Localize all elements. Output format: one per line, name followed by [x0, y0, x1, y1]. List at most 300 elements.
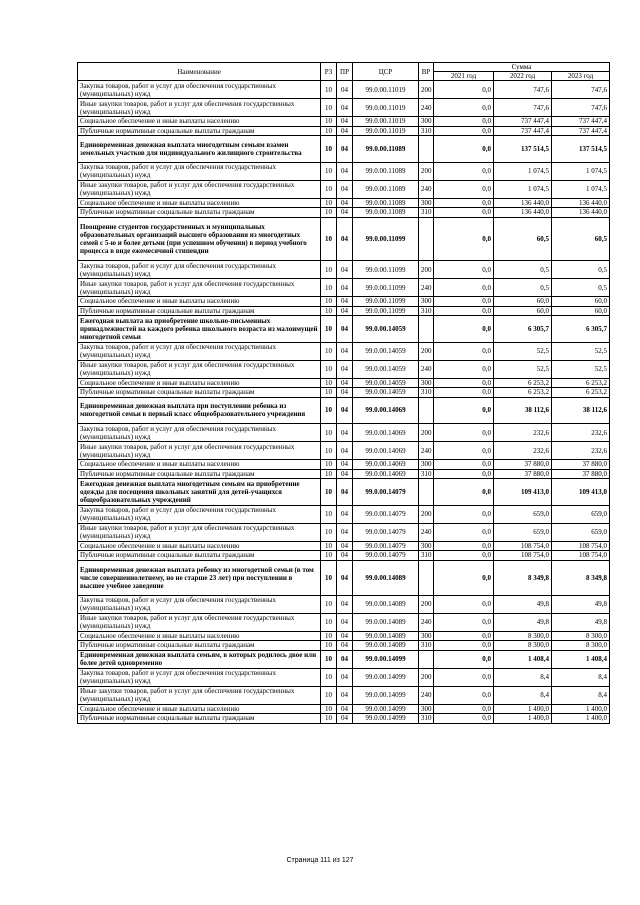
row-vr-cell: 240: [419, 613, 434, 631]
table-header: [78, 63, 610, 81]
row-2023-value: 232,6: [552, 424, 610, 442]
table-row: [78, 180, 610, 198]
row-csr-cell: 99.0.00.14079: [353, 541, 419, 551]
row-vr-cell: 240: [419, 99, 434, 117]
row-name-cell: Иные закупки товаров, работ и услуг для обеспечения государственных (муниципальных) нужд: [78, 360, 321, 378]
row-2022-value: 747,6: [494, 99, 552, 117]
row-csr-cell: 99.0.00.14059: [353, 378, 419, 388]
table-row: [78, 505, 610, 523]
row-rz-cell: 10: [321, 342, 337, 360]
row-rz-cell: 10: [321, 81, 337, 99]
row-vr-cell: 240: [419, 180, 434, 198]
row-name-cell: Единовременная денежная выплата при поступлении ребенка из многодетной семьи в первый класс общеобразовательного учреждения: [78, 397, 321, 424]
table-row: [78, 261, 610, 279]
row-2022-value: 737 447,4: [494, 126, 552, 136]
table-row: [78, 442, 610, 460]
table-row: [78, 388, 610, 398]
header-vr: ВР: [419, 63, 434, 81]
row-2021-value: 0,0: [434, 99, 494, 117]
header-sum: Сумма: [434, 63, 610, 72]
row-rz-cell: 10: [321, 180, 337, 198]
row-name-cell: Иные закупки товаров, работ и услуг для обеспечения государственных (муниципальных) нужд: [78, 523, 321, 541]
row-2023-value: 1 074,5: [552, 162, 610, 180]
row-2022-value: 232,6: [494, 424, 552, 442]
row-rz-cell: 10: [321, 714, 337, 724]
row-pr-cell: 04: [337, 81, 353, 99]
table-row: [78, 297, 610, 307]
row-2022-value: 37 880,0: [494, 469, 552, 479]
row-2022-value: 137 514,5: [494, 136, 552, 163]
row-csr-cell: 99.0.00.11099: [353, 297, 419, 307]
table-row: [78, 523, 610, 541]
row-rz-cell: 10: [321, 136, 337, 163]
row-vr-cell: 310: [419, 714, 434, 724]
table-row: [78, 81, 610, 99]
row-rz-cell: 10: [321, 541, 337, 551]
row-2023-value: 659,0: [552, 523, 610, 541]
row-pr-cell: 04: [337, 541, 353, 551]
row-csr-cell: 99.0.00.14079: [353, 479, 419, 506]
row-pr-cell: 04: [337, 198, 353, 208]
row-vr-cell: [419, 560, 434, 595]
row-pr-cell: 04: [337, 560, 353, 595]
row-2022-value: 8,4: [494, 686, 552, 704]
row-2023-value: 109 413,0: [552, 479, 610, 506]
row-2021-value: 0,0: [434, 668, 494, 686]
row-pr-cell: 04: [337, 686, 353, 704]
row-csr-cell: 99.0.00.11089: [353, 162, 419, 180]
row-name-cell: Иные закупки товаров, работ и услуг для обеспечения государственных (муниципальных) нужд: [78, 686, 321, 704]
row-csr-cell: 99.0.00.14099: [353, 704, 419, 714]
row-vr-cell: 300: [419, 198, 434, 208]
row-2023-value: 659,0: [552, 505, 610, 523]
table-row: [78, 613, 610, 631]
row-vr-cell: 240: [419, 360, 434, 378]
row-csr-cell: 99.0.00.14069: [353, 460, 419, 470]
header-year-2022: 2022 год: [494, 72, 552, 81]
row-csr-cell: 99.0.00.14069: [353, 424, 419, 442]
row-2023-value: 137 514,5: [552, 136, 610, 163]
row-name-cell: Иные закупки товаров, работ и услуг для обеспечения государственных (муниципальных) нужд: [78, 442, 321, 460]
row-name-cell: Публичные нормативные социальные выплаты гражданам: [78, 388, 321, 398]
row-name-cell: Публичные нормативные социальные выплаты гражданам: [78, 469, 321, 479]
row-2021-value: 0,0: [434, 261, 494, 279]
row-vr-cell: 200: [419, 424, 434, 442]
table-row: [78, 551, 610, 561]
row-2022-value: 0,5: [494, 261, 552, 279]
table-row: [78, 541, 610, 551]
row-2021-value: 0,0: [434, 631, 494, 641]
row-2023-value: 8 349,8: [552, 560, 610, 595]
row-name-cell: Публичные нормативные социальные выплаты гражданам: [78, 306, 321, 316]
row-2023-value: 737 447,4: [552, 117, 610, 127]
table-row: [78, 704, 610, 714]
row-2021-value: 0,0: [434, 641, 494, 651]
row-name-cell: Ежегодная денежная выплата многодетным семьям на приобретение одежды для посещения школьных занятий для детей-учащихся общеобразовательных учреждений: [78, 479, 321, 506]
row-pr-cell: 04: [337, 388, 353, 398]
row-2022-value: 136 440,0: [494, 198, 552, 208]
row-vr-cell: 240: [419, 523, 434, 541]
row-2021-value: 0,0: [434, 316, 494, 343]
row-rz-cell: 10: [321, 704, 337, 714]
row-rz-cell: 10: [321, 297, 337, 307]
row-pr-cell: 04: [337, 424, 353, 442]
table-row: [78, 126, 610, 136]
row-2023-value: 136 440,0: [552, 198, 610, 208]
row-vr-cell: 300: [419, 378, 434, 388]
row-rz-cell: 10: [321, 117, 337, 127]
row-rz-cell: 10: [321, 631, 337, 641]
table-row: [78, 316, 610, 343]
row-2021-value: 0,0: [434, 378, 494, 388]
row-csr-cell: 99.0.00.11089: [353, 208, 419, 218]
row-name-cell: Социальное обеспечение и иные выплаты населению: [78, 117, 321, 127]
row-2022-value: 232,6: [494, 442, 552, 460]
table-row: [78, 479, 610, 506]
row-2023-value: 737 447,4: [552, 126, 610, 136]
header-year-2023: 2023 год: [552, 72, 610, 81]
row-csr-cell: 99.0.00.14059: [353, 360, 419, 378]
row-2023-value: 52,5: [552, 360, 610, 378]
row-2022-value: 659,0: [494, 523, 552, 541]
row-name-cell: Публичные нормативные социальные выплаты гражданам: [78, 126, 321, 136]
row-vr-cell: 310: [419, 551, 434, 561]
row-vr-cell: 200: [419, 342, 434, 360]
row-2021-value: 0,0: [434, 714, 494, 724]
row-csr-cell: 99.0.00.11089: [353, 180, 419, 198]
row-rz-cell: 10: [321, 378, 337, 388]
row-2021-value: 0,0: [434, 505, 494, 523]
row-pr-cell: 04: [337, 136, 353, 163]
row-2022-value: 60,0: [494, 306, 552, 316]
row-csr-cell: 99.0.00.14059: [353, 342, 419, 360]
row-name-cell: Ежегодная выплата на приобретение школьно-письменных принадлежностей на каждого ребенка школьного возраста из малоимущей многодетной семьи: [78, 316, 321, 343]
row-2021-value: 0,0: [434, 162, 494, 180]
row-pr-cell: 04: [337, 595, 353, 613]
table-row: [78, 208, 610, 218]
header-name: Наименование: [78, 63, 321, 81]
row-pr-cell: 04: [337, 505, 353, 523]
table-row: [78, 279, 610, 297]
row-rz-cell: 10: [321, 198, 337, 208]
row-rz-cell: 10: [321, 217, 337, 261]
row-2023-value: 6 253,2: [552, 378, 610, 388]
table-row: [78, 595, 610, 613]
row-2022-value: 8 300,0: [494, 641, 552, 651]
row-name-cell: Единовременная денежная выплата семьям, в которых родилось двое или более детей одновременно: [78, 650, 321, 668]
row-csr-cell: 99.0.00.11019: [353, 126, 419, 136]
row-2023-value: 49,8: [552, 595, 610, 613]
row-2022-value: 659,0: [494, 505, 552, 523]
row-2022-value: 52,5: [494, 360, 552, 378]
row-vr-cell: 310: [419, 641, 434, 651]
row-2022-value: 1 074,5: [494, 162, 552, 180]
row-2022-value: 52,5: [494, 342, 552, 360]
row-vr-cell: [419, 397, 434, 424]
row-2023-value: 52,5: [552, 342, 610, 360]
row-2023-value: 38 112,6: [552, 397, 610, 424]
row-2022-value: 1 400,0: [494, 704, 552, 714]
row-2021-value: 0,0: [434, 208, 494, 218]
row-csr-cell: 99.0.00.14059: [353, 316, 419, 343]
row-2021-value: 0,0: [434, 560, 494, 595]
row-rz-cell: 10: [321, 479, 337, 506]
row-2022-value: 1 074,5: [494, 180, 552, 198]
row-vr-cell: 200: [419, 162, 434, 180]
row-pr-cell: 04: [337, 551, 353, 561]
row-vr-cell: [419, 217, 434, 261]
row-2021-value: 0,0: [434, 217, 494, 261]
row-pr-cell: 04: [337, 360, 353, 378]
row-2021-value: 0,0: [434, 613, 494, 631]
row-2023-value: 8,4: [552, 668, 610, 686]
row-csr-cell: 99.0.00.14089: [353, 631, 419, 641]
row-vr-cell: 200: [419, 595, 434, 613]
row-2021-value: 0,0: [434, 136, 494, 163]
row-csr-cell: 99.0.00.11099: [353, 306, 419, 316]
row-name-cell: Публичные нормативные социальные выплаты гражданам: [78, 551, 321, 561]
row-2023-value: 37 880,0: [552, 469, 610, 479]
row-vr-cell: 300: [419, 704, 434, 714]
row-vr-cell: 310: [419, 469, 434, 479]
row-rz-cell: 10: [321, 686, 337, 704]
row-csr-cell: 99.0.00.14079: [353, 551, 419, 561]
row-2022-value: 1 400,0: [494, 714, 552, 724]
row-2023-value: 6 253,2: [552, 388, 610, 398]
row-pr-cell: 04: [337, 279, 353, 297]
row-2022-value: 109 413,0: [494, 479, 552, 506]
row-2021-value: 0,0: [434, 460, 494, 470]
row-rz-cell: 10: [321, 442, 337, 460]
row-vr-cell: 240: [419, 686, 434, 704]
row-2022-value: 49,8: [494, 595, 552, 613]
row-vr-cell: 310: [419, 126, 434, 136]
row-vr-cell: 240: [419, 442, 434, 460]
row-rz-cell: 10: [321, 650, 337, 668]
row-rz-cell: 10: [321, 397, 337, 424]
table-row: [78, 306, 610, 316]
row-vr-cell: [419, 316, 434, 343]
row-2023-value: 136 440,0: [552, 208, 610, 218]
page-footer: Страница 111 из 127: [286, 857, 354, 864]
row-name-cell: Социальное обеспечение и иные выплаты населению: [78, 297, 321, 307]
row-2023-value: 37 880,0: [552, 460, 610, 470]
row-csr-cell: 99.0.00.11099: [353, 217, 419, 261]
row-pr-cell: 04: [337, 162, 353, 180]
row-2023-value: 60,0: [552, 297, 610, 307]
row-vr-cell: 240: [419, 279, 434, 297]
row-2022-value: 37 880,0: [494, 460, 552, 470]
row-vr-cell: [419, 479, 434, 506]
row-name-cell: Социальное обеспечение и иные выплаты населению: [78, 704, 321, 714]
row-rz-cell: 10: [321, 126, 337, 136]
row-2021-value: 0,0: [434, 424, 494, 442]
row-2023-value: 60,0: [552, 306, 610, 316]
row-rz-cell: 10: [321, 99, 337, 117]
row-name-cell: Публичные нормативные социальные выплаты гражданам: [78, 208, 321, 218]
row-csr-cell: 99.0.00.11019: [353, 99, 419, 117]
row-2023-value: 1 408,4: [552, 650, 610, 668]
row-2023-value: 1 074,5: [552, 180, 610, 198]
row-2022-value: 60,0: [494, 297, 552, 307]
row-pr-cell: 04: [337, 99, 353, 117]
row-2021-value: 0,0: [434, 541, 494, 551]
row-2021-value: 0,0: [434, 479, 494, 506]
row-2021-value: 0,0: [434, 297, 494, 307]
table-row: [78, 460, 610, 470]
row-2023-value: 0,5: [552, 279, 610, 297]
row-name-cell: Публичные нормативные социальные выплаты гражданам: [78, 714, 321, 724]
row-vr-cell: 300: [419, 631, 434, 641]
row-2023-value: 8,4: [552, 686, 610, 704]
row-2023-value: 108 754,0: [552, 551, 610, 561]
row-name-cell: Единовременная денежная выплата многодетным семьям взамен земельных участков для индивидуального жилищного строительства: [78, 136, 321, 163]
row-csr-cell: 99.0.00.14079: [353, 505, 419, 523]
row-pr-cell: 04: [337, 442, 353, 460]
row-vr-cell: 300: [419, 541, 434, 551]
row-2022-value: 1 408,4: [494, 650, 552, 668]
table-row: [78, 217, 610, 261]
row-pr-cell: 04: [337, 460, 353, 470]
row-2021-value: 0,0: [434, 595, 494, 613]
row-2021-value: 0,0: [434, 469, 494, 479]
row-csr-cell: 99.0.00.14089: [353, 595, 419, 613]
row-rz-cell: 10: [321, 424, 337, 442]
row-2022-value: 108 754,0: [494, 551, 552, 561]
row-2022-value: 108 754,0: [494, 541, 552, 551]
row-2022-value: 8 349,8: [494, 560, 552, 595]
row-pr-cell: 04: [337, 641, 353, 651]
row-2023-value: 0,5: [552, 261, 610, 279]
row-rz-cell: 10: [321, 279, 337, 297]
row-2022-value: 136 440,0: [494, 208, 552, 218]
row-name-cell: Закупка товаров, работ и услуг для обеспечения государственных (муниципальных) нужд: [78, 595, 321, 613]
row-rz-cell: 10: [321, 388, 337, 398]
row-csr-cell: 99.0.00.14069: [353, 442, 419, 460]
row-2022-value: 49,8: [494, 613, 552, 631]
row-name-cell: Закупка товаров, работ и услуг для обеспечения государственных (муниципальных) нужд: [78, 342, 321, 360]
row-vr-cell: 300: [419, 460, 434, 470]
row-csr-cell: 99.0.00.11089: [353, 198, 419, 208]
row-pr-cell: 04: [337, 668, 353, 686]
table-row: [78, 686, 610, 704]
row-2022-value: 8 300,0: [494, 631, 552, 641]
row-pr-cell: 04: [337, 261, 353, 279]
row-2021-value: 0,0: [434, 442, 494, 460]
row-csr-cell: 99.0.00.11099: [353, 261, 419, 279]
row-vr-cell: 310: [419, 388, 434, 398]
table-row: [78, 342, 610, 360]
table-row: [78, 469, 610, 479]
row-2023-value: 8 300,0: [552, 641, 610, 651]
row-csr-cell: 99.0.00.14069: [353, 397, 419, 424]
row-vr-cell: 200: [419, 261, 434, 279]
row-pr-cell: 04: [337, 631, 353, 641]
row-2021-value: 0,0: [434, 360, 494, 378]
row-2021-value: 0,0: [434, 388, 494, 398]
row-rz-cell: 10: [321, 162, 337, 180]
table-row: [78, 198, 610, 208]
row-name-cell: Закупка товаров, работ и услуг для обеспечения государственных (муниципальных) нужд: [78, 81, 321, 99]
row-2021-value: 0,0: [434, 180, 494, 198]
row-name-cell: Иные закупки товаров, работ и услуг для обеспечения государственных (муниципальных) нужд: [78, 180, 321, 198]
row-2022-value: 747,6: [494, 81, 552, 99]
row-name-cell: Социальное обеспечение и иные выплаты населению: [78, 460, 321, 470]
header-rz: РЗ: [321, 63, 337, 81]
row-vr-cell: 200: [419, 81, 434, 99]
table-row: [78, 668, 610, 686]
row-2022-value: 6 253,2: [494, 378, 552, 388]
row-csr-cell: 99.0.00.14059: [353, 388, 419, 398]
row-2023-value: 6 305,7: [552, 316, 610, 343]
row-pr-cell: 04: [337, 469, 353, 479]
row-pr-cell: 04: [337, 217, 353, 261]
row-rz-cell: 10: [321, 316, 337, 343]
row-2022-value: 0,5: [494, 279, 552, 297]
row-rz-cell: 10: [321, 523, 337, 541]
table-row: [78, 631, 610, 641]
row-rz-cell: 10: [321, 505, 337, 523]
row-name-cell: Социальное обеспечение и иные выплаты населению: [78, 541, 321, 551]
row-csr-cell: 99.0.00.14099: [353, 668, 419, 686]
row-pr-cell: 04: [337, 650, 353, 668]
row-csr-cell: 99.0.00.11019: [353, 117, 419, 127]
row-2022-value: 6 305,7: [494, 316, 552, 343]
row-pr-cell: 04: [337, 180, 353, 198]
row-2021-value: 0,0: [434, 342, 494, 360]
row-2021-value: 0,0: [434, 117, 494, 127]
row-2021-value: 0,0: [434, 81, 494, 99]
row-rz-cell: 10: [321, 261, 337, 279]
row-pr-cell: 04: [337, 378, 353, 388]
row-vr-cell: 310: [419, 306, 434, 316]
row-rz-cell: 10: [321, 613, 337, 631]
table-row: [78, 162, 610, 180]
row-2021-value: 0,0: [434, 704, 494, 714]
row-2023-value: 747,6: [552, 99, 610, 117]
table-body: [78, 81, 610, 724]
row-name-cell: Закупка товаров, работ и услуг для обеспечения государственных (муниципальных) нужд: [78, 668, 321, 686]
row-rz-cell: 10: [321, 306, 337, 316]
table-row: [78, 560, 610, 595]
row-rz-cell: 10: [321, 595, 337, 613]
budget-table: [77, 62, 610, 724]
row-2023-value: 1 400,0: [552, 714, 610, 724]
row-pr-cell: 04: [337, 523, 353, 541]
row-pr-cell: 04: [337, 704, 353, 714]
row-2021-value: 0,0: [434, 198, 494, 208]
row-pr-cell: 04: [337, 342, 353, 360]
row-pr-cell: 04: [337, 613, 353, 631]
row-vr-cell: 200: [419, 668, 434, 686]
row-2021-value: 0,0: [434, 279, 494, 297]
row-rz-cell: 10: [321, 560, 337, 595]
row-name-cell: Иные закупки товаров, работ и услуг для обеспечения государственных (муниципальных) нужд: [78, 99, 321, 117]
row-2023-value: 60,5: [552, 217, 610, 261]
table-row: [78, 397, 610, 424]
row-pr-cell: 04: [337, 714, 353, 724]
row-csr-cell: 99.0.00.11089: [353, 136, 419, 163]
row-name-cell: Закупка товаров, работ и услуг для обеспечения государственных (муниципальных) нужд: [78, 424, 321, 442]
row-rz-cell: 10: [321, 208, 337, 218]
row-csr-cell: 99.0.00.11099: [353, 279, 419, 297]
row-name-cell: Поощрение студентов государственных и муниципальных образовательных организаций высшего образования из многодетных семей с 5-ю и более детьми (при успешном обучении) в период учебного процесса в виде ежемесячной стипендии: [78, 217, 321, 261]
row-csr-cell: 99.0.00.11019: [353, 81, 419, 99]
header-year-2021: 2021 год: [434, 72, 494, 81]
table-row: [78, 99, 610, 117]
table-row: [78, 641, 610, 651]
row-2023-value: 232,6: [552, 442, 610, 460]
